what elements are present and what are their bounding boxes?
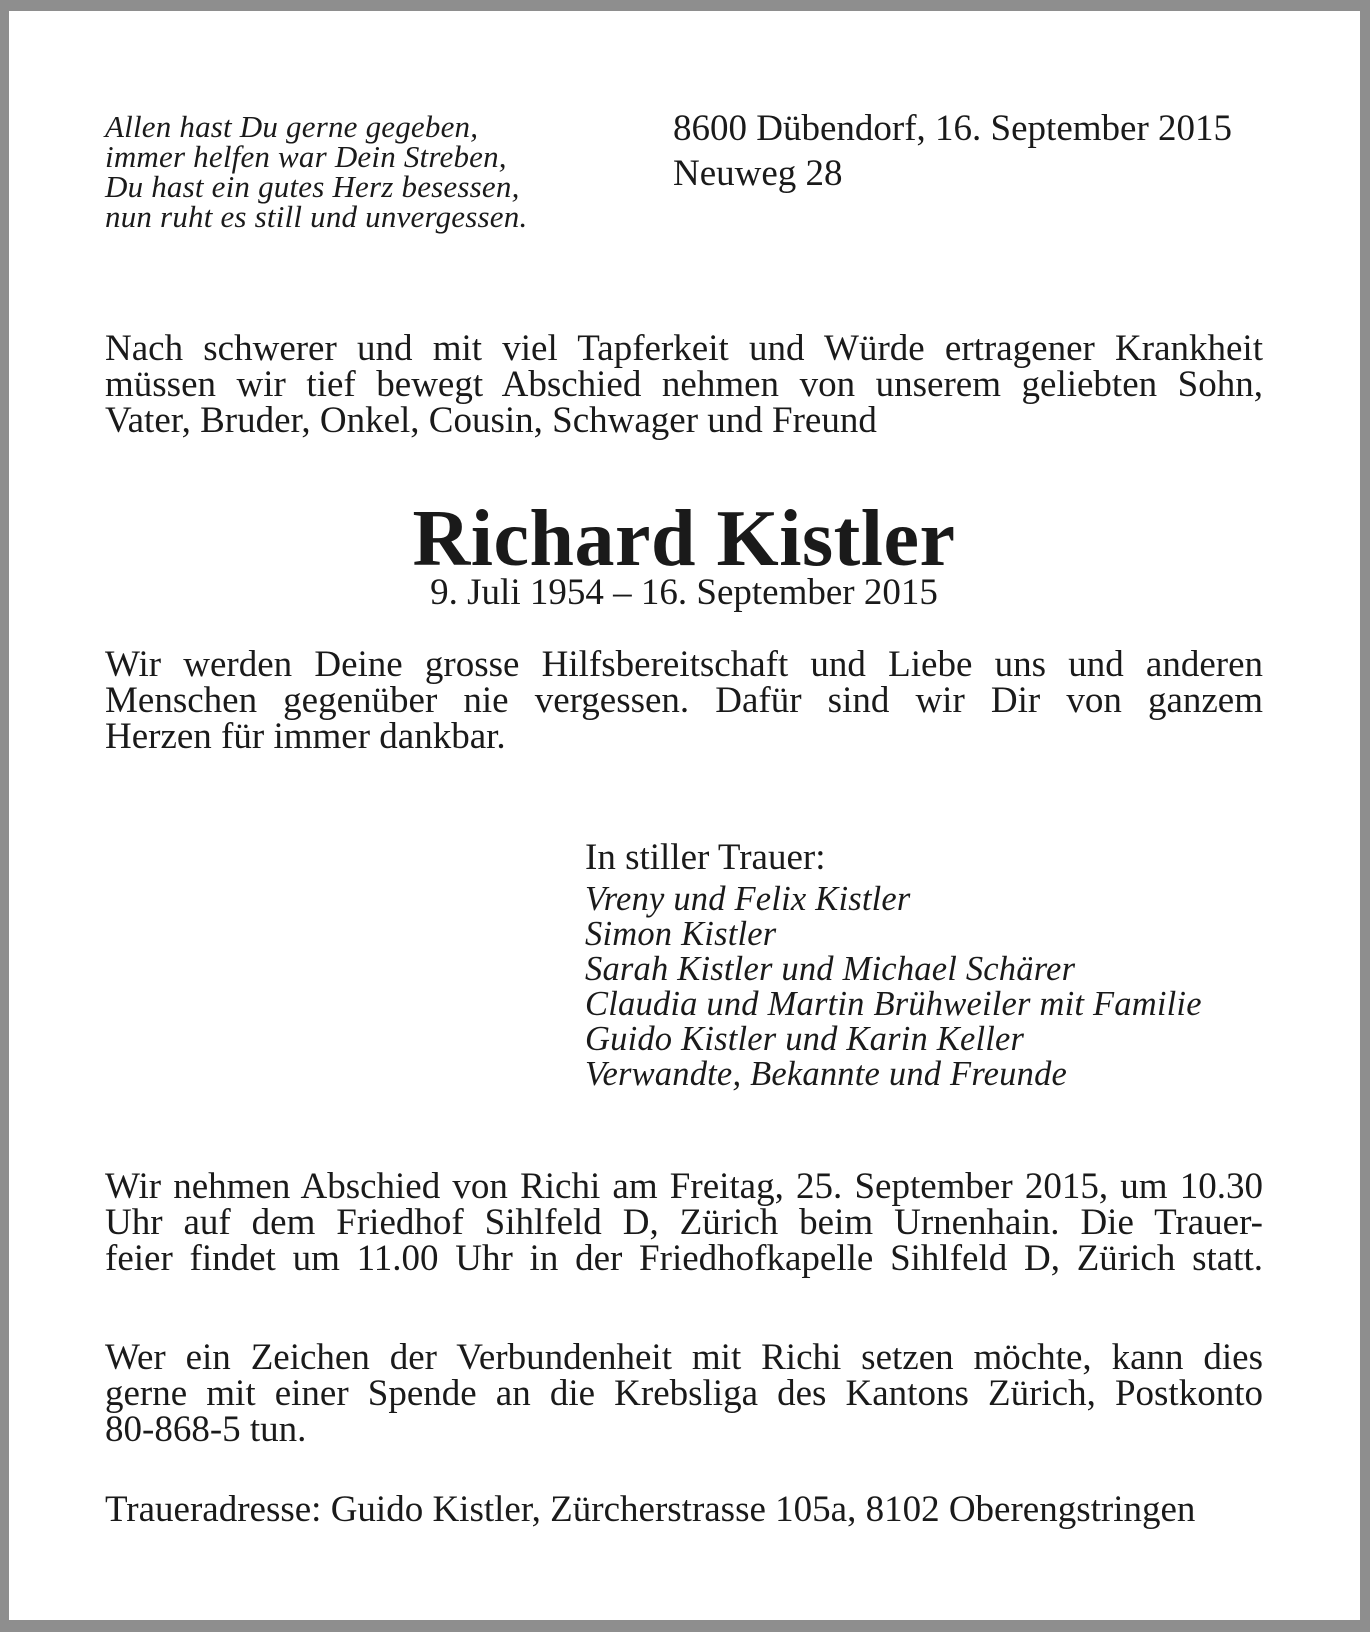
obituary-page xyxy=(9,11,1360,1620)
mourning-address-line: Traueradresse: Guido Kistler, Zürcherstrasse 105a, 8102 Oberengstringen xyxy=(105,1489,1196,1530)
funeral-line: Wir nehmen Abschied von Richi am Freitag, 25. September 2015, um 10.30 xyxy=(105,1166,1263,1207)
verse-line: nun ruht es still und unvergessen. xyxy=(105,199,528,234)
funeral-line: Uhr auf dem Friedhof Sihlfeld D, Zürich beim Urnenhain. Die Trauer- xyxy=(105,1202,1263,1243)
mourner-name: Verwandte, Bekannte und Freunde xyxy=(585,1055,1068,1093)
donation-line: gerne mit einer Spende an die Krebsliga des Kantons Zürich, Postkonto xyxy=(105,1373,1263,1414)
deceased-name: Richard Kistler xyxy=(412,495,956,583)
sender-address-line: Neuweg 28 xyxy=(673,153,843,194)
tribute-paragraph xyxy=(105,644,1263,757)
intro-line: Nach schwerer und mit viel Tapferkeit und Würde ertragener Krankheit xyxy=(105,328,1263,369)
mourner-name: Simon Kistler xyxy=(585,915,777,953)
intro-line: Vater, Bruder, Onkel, Cousin, Schwager und Freund xyxy=(105,400,877,441)
verse-line: immer helfen war Dein Streben, xyxy=(105,139,507,174)
life-dates: 9. Juli 1954 – 16. September 2015 xyxy=(430,572,938,613)
mourners-block xyxy=(105,837,1263,1093)
verse-line: Du hast ein gutes Herz besessen, xyxy=(105,169,520,204)
sender-block xyxy=(673,106,1232,196)
mourners-heading: In stiller Trauer: xyxy=(585,837,826,878)
mourner-name: Claudia und Martin Brühweiler mit Familie xyxy=(585,985,1202,1023)
tribute-line: Menschen gegenüber nie vergessen. Dafür sind wir Dir von ganzem xyxy=(105,680,1263,721)
donation-line: Wer ein Zeichen der Verbundenheit mit Richi setzen möchte, kann dies xyxy=(105,1337,1263,1378)
mourner-list xyxy=(585,882,1263,1092)
mourner-name: Vreny und Felix Kistler xyxy=(585,880,911,918)
verse-line: Allen hast Du gerne gegeben, xyxy=(105,109,479,144)
donation-line: 80-868-5 tun. xyxy=(105,1409,307,1450)
funeral-paragraph xyxy=(105,1166,1263,1279)
place-date-line: 8600 Dübendorf, 16. September 2015 xyxy=(673,108,1233,149)
intro-line: müssen wir tief bewegt Abschied nehmen von unserem geliebten Sohn, xyxy=(105,364,1263,405)
header-row xyxy=(105,108,1263,234)
funeral-line: feier findet um 11.00 Uhr in der Friedhofkapelle Sihlfeld D, Zürich statt. xyxy=(105,1238,1263,1279)
tribute-line: Herzen für immer dankbar. xyxy=(105,716,506,757)
donation-paragraph xyxy=(105,1337,1263,1450)
mourner-name: Guido Kistler und Karin Keller xyxy=(585,1020,1025,1058)
mourner-name: Sarah Kistler und Michael Schärer xyxy=(585,950,1076,988)
tribute-line: Wir werden Deine grosse Hilfsbereitschaft und Liebe uns und anderen xyxy=(105,644,1263,685)
intro-paragraph xyxy=(105,328,1263,441)
